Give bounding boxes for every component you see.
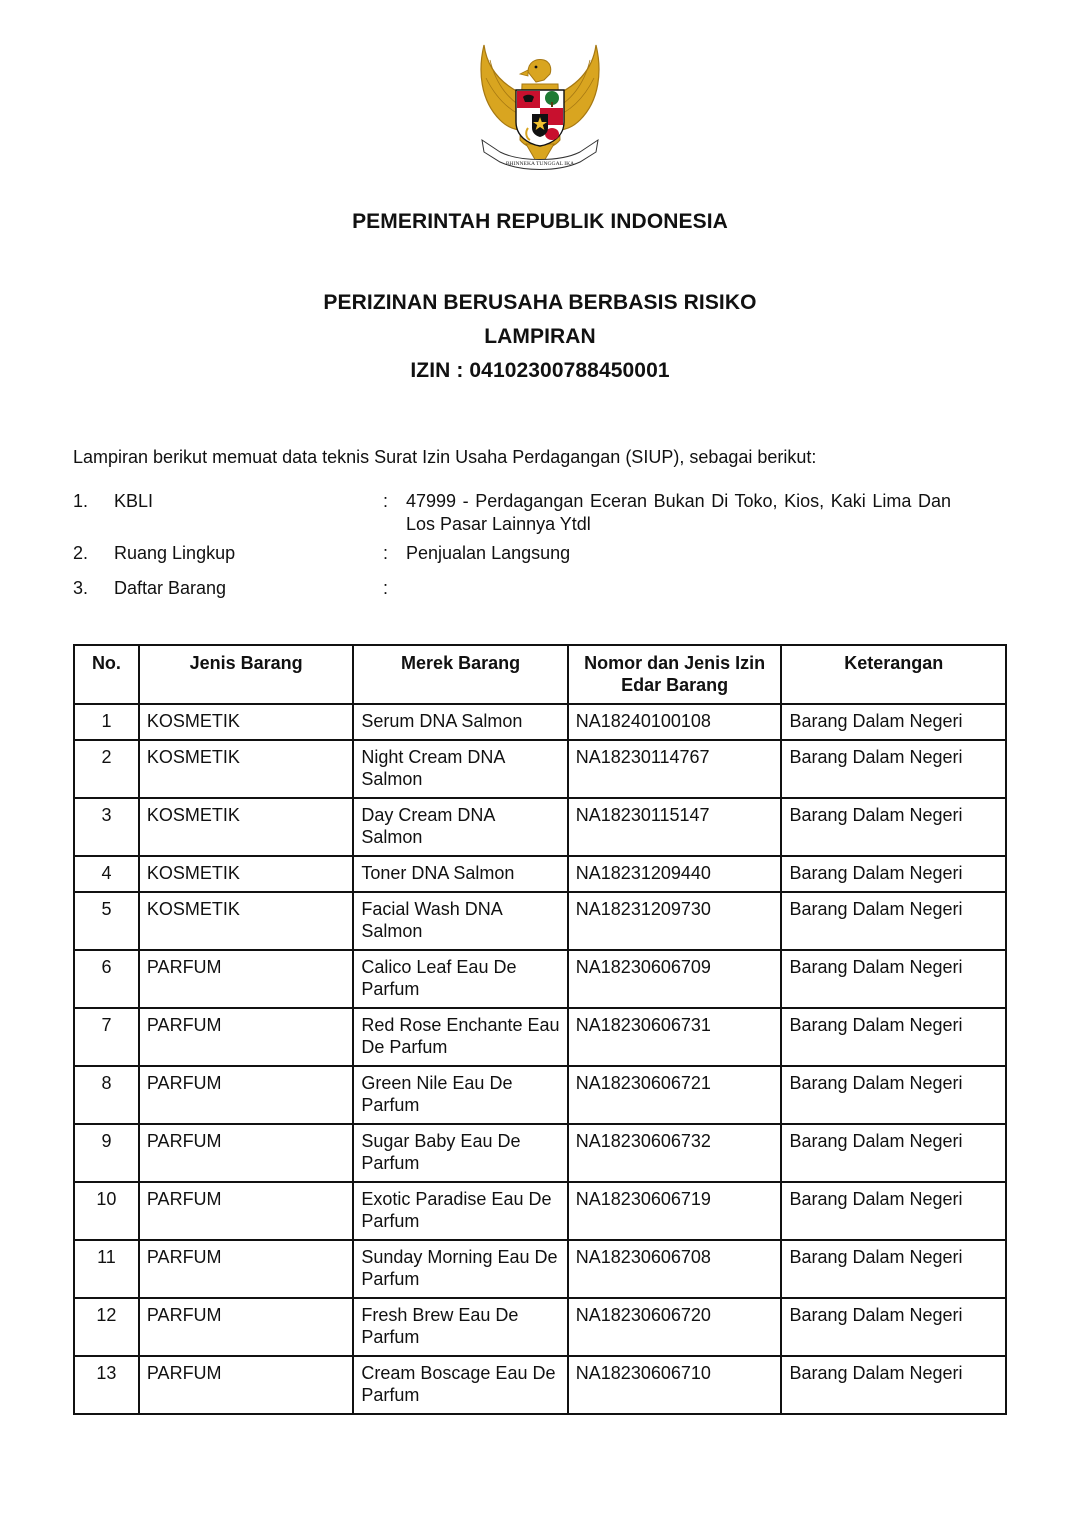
cell-no: 6 [74,950,139,1008]
government-title: PEMERINTAH REPUBLIK INDONESIA [352,210,728,233]
cell-merek-barang: Night Cream DNA Salmon [353,740,567,798]
cell-no: 3 [74,798,139,856]
cell-no: 2 [74,740,139,798]
header-no: No. [74,645,139,704]
cell-keterangan: Barang Dalam Negeri [781,1356,1006,1414]
cell-merek-barang: Calico Leaf Eau De Parfum [353,950,567,1008]
cell-keterangan: Barang Dalam Negeri [781,740,1006,798]
cell-no: 11 [74,1240,139,1298]
detail-value: Penjualan Langsung [406,543,571,563]
cell-nomor-izin: NA18230114767 [568,740,782,798]
cell-merek-barang: Fresh Brew Eau De Parfum [353,1298,567,1356]
header-nomor-izin: Nomor dan Jenis Izin Edar Barang [568,645,782,704]
cell-merek-barang: Serum DNA Salmon [353,704,567,740]
document-title: PERIZINAN BERUSAHA BERBASIS RISIKO [323,291,757,314]
motto-text: BHINNEKA TUNGGAL IKA [505,161,575,167]
cell-jenis-barang: PARFUM [139,1240,353,1298]
table-row [74,1240,1006,1298]
cell-nomor-izin: NA18230606710 [568,1356,782,1414]
table-row [74,1066,1006,1124]
table-row [74,798,1006,856]
detail-value: 47999 - Perdagangan Eceran Bukan Di Toko, Kios, Kaki Lima Dan Los Pasar Lainnya Ytdl [406,491,951,534]
table-row [74,1124,1006,1182]
cell-nomor-izin: NA18231209730 [568,892,782,950]
table-row [74,892,1006,950]
cell-keterangan: Barang Dalam Negeri [781,856,1006,892]
cell-jenis-barang: PARFUM [139,1066,353,1124]
cell-keterangan: Barang Dalam Negeri [781,892,1006,950]
cell-keterangan: Barang Dalam Negeri [781,950,1006,1008]
table-row [74,1008,1006,1066]
goods-table [73,644,1007,1415]
cell-jenis-barang: KOSMETIK [139,892,353,950]
cell-nomor-izin: NA18230606708 [568,1240,782,1298]
detail-colon: : [383,578,389,598]
table-row [74,704,1006,740]
cell-nomor-izin: NA18231209440 [568,856,782,892]
cell-jenis-barang: PARFUM [139,1182,353,1240]
cell-no: 9 [74,1124,139,1182]
cell-no: 10 [74,1182,139,1240]
detail-label: Ruang Lingkup [114,543,236,563]
cell-nomor-izin: NA18230606721 [568,1066,782,1124]
cell-no: 5 [74,892,139,950]
cell-keterangan: Barang Dalam Negeri [781,1298,1006,1356]
permit-number: IZIN : 04102300788450001 [410,359,670,382]
header-keterangan: Keterangan [781,645,1006,704]
cell-merek-barang: Exotic Paradise Eau De Parfum [353,1182,567,1240]
cell-nomor-izin: NA18230115147 [568,798,782,856]
garuda-pancasila-emblem [470,40,610,180]
cell-keterangan: Barang Dalam Negeri [781,704,1006,740]
detail-colon: : [383,491,389,511]
table-row [74,950,1006,1008]
cell-merek-barang: Toner DNA Salmon [353,856,567,892]
cell-merek-barang: Red Rose Enchante Eau De Parfum [353,1008,567,1066]
cell-merek-barang: Cream Boscage Eau De Parfum [353,1356,567,1414]
cell-keterangan: Barang Dalam Negeri [781,1124,1006,1182]
table-row [74,1298,1006,1356]
cell-jenis-barang: KOSMETIK [139,798,353,856]
detail-label: Daftar Barang [114,578,227,598]
detail-colon: : [383,543,389,563]
cell-jenis-barang: KOSMETIK [139,856,353,892]
cell-no: 1 [74,704,139,740]
cell-nomor-izin: NA18230606731 [568,1008,782,1066]
cell-jenis-barang: PARFUM [139,1298,353,1356]
cell-keterangan: Barang Dalam Negeri [781,1066,1006,1124]
cell-nomor-izin: NA18230606720 [568,1298,782,1356]
detail-number: 3. [73,578,89,598]
table-row [74,740,1006,798]
header-jenis-barang: Jenis Barang [139,645,353,704]
cell-nomor-izin: NA18230606719 [568,1182,782,1240]
cell-no: 4 [74,856,139,892]
cell-keterangan: Barang Dalam Negeri [781,1182,1006,1240]
detail-number: 2. [73,543,89,563]
cell-keterangan: Barang Dalam Negeri [781,1240,1006,1298]
cell-nomor-izin: NA18240100108 [568,704,782,740]
cell-nomor-izin: NA18230606732 [568,1124,782,1182]
detail-number: 1. [73,491,89,511]
cell-no: 13 [74,1356,139,1414]
cell-no: 12 [74,1298,139,1356]
cell-keterangan: Barang Dalam Negeri [781,798,1006,856]
table-row [74,1182,1006,1240]
cell-merek-barang: Facial Wash DNA Salmon [353,892,567,950]
table-header-row [74,645,1006,704]
cell-jenis-barang: PARFUM [139,1356,353,1414]
garuda-head [528,60,551,83]
cell-jenis-barang: KOSMETIK [139,704,353,740]
document-subtitle: LAMPIRAN [484,325,596,348]
cell-no: 7 [74,1008,139,1066]
detail-label: KBLI [114,491,154,511]
table-row [74,856,1006,892]
cell-no: 8 [74,1066,139,1124]
cell-merek-barang: Green Nile Eau De Parfum [353,1066,567,1124]
shield [516,90,564,146]
table-row [74,1356,1006,1414]
cell-keterangan: Barang Dalam Negeri [781,1008,1006,1066]
cell-merek-barang: Sunday Morning Eau De Parfum [353,1240,567,1298]
cell-jenis-barang: PARFUM [139,1008,353,1066]
cell-merek-barang: Day Cream DNA Salmon [353,798,567,856]
cell-nomor-izin: NA18230606709 [568,950,782,1008]
cell-jenis-barang: KOSMETIK [139,740,353,798]
cell-jenis-barang: PARFUM [139,1124,353,1182]
header-merek-barang: Merek Barang [353,645,567,704]
cell-jenis-barang: PARFUM [139,950,353,1008]
cell-merek-barang: Sugar Baby Eau De Parfum [353,1124,567,1182]
intro-text: Lampiran berikut memuat data teknis Surat Izin Usaha Perdagangan (SIUP), sebagai berikut: [73,447,817,467]
